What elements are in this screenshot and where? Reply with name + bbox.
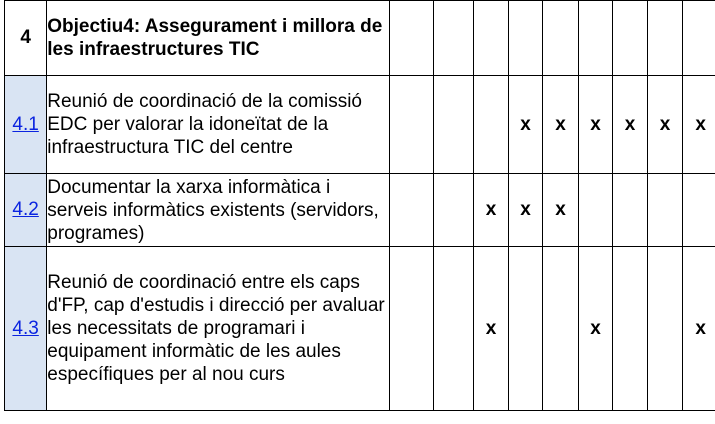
schedule-mark: x — [578, 247, 612, 411]
objective-title: Objectiu4: Assegurament i millora de les infraestructures TIC — [47, 1, 390, 76]
schedule-mark — [508, 247, 542, 411]
schedule-mark: x — [683, 76, 715, 174]
schedule-mark — [389, 174, 433, 247]
action-description: Documentar la xarxa informàtica i serveis informàtics existents (servidors, programes) — [47, 174, 390, 247]
schedule-mark — [434, 174, 474, 247]
schedule-cell — [543, 1, 579, 76]
schedule-cell — [389, 1, 433, 76]
schedule-mark: x — [578, 76, 612, 174]
schedule-cell — [613, 1, 647, 76]
plan-table — [4, 0, 715, 411]
schedule-mark — [613, 247, 647, 411]
action-description: Reunió de coordinació de la comissió EDC per valorar la idoneïtat de la infraestructura TIC del centre — [47, 76, 390, 174]
schedule-mark — [543, 247, 579, 411]
action-link-4-1[interactable]: 4.1 — [12, 113, 39, 135]
schedule-mark — [434, 76, 474, 174]
action-description: Reunió de coordinació entre els caps d'FP, cap d'estudis i direcció per avaluar les necessitats de programari i equipament informàtic de les aules específiques per al nou curs — [47, 247, 390, 411]
schedule-cell — [578, 1, 612, 76]
schedule-mark: x — [647, 76, 683, 174]
table-row — [5, 76, 715, 174]
schedule-mark: x — [508, 174, 542, 247]
schedule-mark: x — [683, 247, 715, 411]
schedule-mark — [578, 174, 612, 247]
objective-number: 4 — [5, 1, 47, 76]
schedule-cell — [683, 1, 715, 76]
action-link-4-2[interactable]: 4.2 — [12, 199, 39, 220]
schedule-cell — [647, 1, 683, 76]
schedule-mark — [434, 247, 474, 411]
schedule-mark: x — [543, 76, 579, 174]
schedule-mark: x — [613, 76, 647, 174]
table-row — [5, 247, 715, 411]
schedule-mark — [389, 247, 433, 411]
schedule-mark — [613, 174, 647, 247]
action-link-4-3[interactable]: 4.3 — [12, 317, 39, 339]
schedule-cell — [434, 1, 474, 76]
schedule-cell — [508, 1, 542, 76]
schedule-mark: x — [543, 174, 579, 247]
schedule-mark — [647, 247, 683, 411]
schedule-mark — [683, 174, 715, 247]
objective-row — [5, 1, 715, 76]
table-row — [5, 174, 715, 247]
schedule-mark — [647, 174, 683, 247]
action-number-cell — [5, 76, 47, 174]
schedule-mark — [474, 76, 508, 174]
action-number-cell — [5, 247, 47, 411]
schedule-cell — [474, 1, 508, 76]
action-number-cell — [5, 174, 47, 247]
schedule-mark: x — [474, 247, 508, 411]
schedule-mark: x — [508, 76, 542, 174]
schedule-mark: x — [474, 174, 508, 247]
schedule-mark — [389, 76, 433, 174]
